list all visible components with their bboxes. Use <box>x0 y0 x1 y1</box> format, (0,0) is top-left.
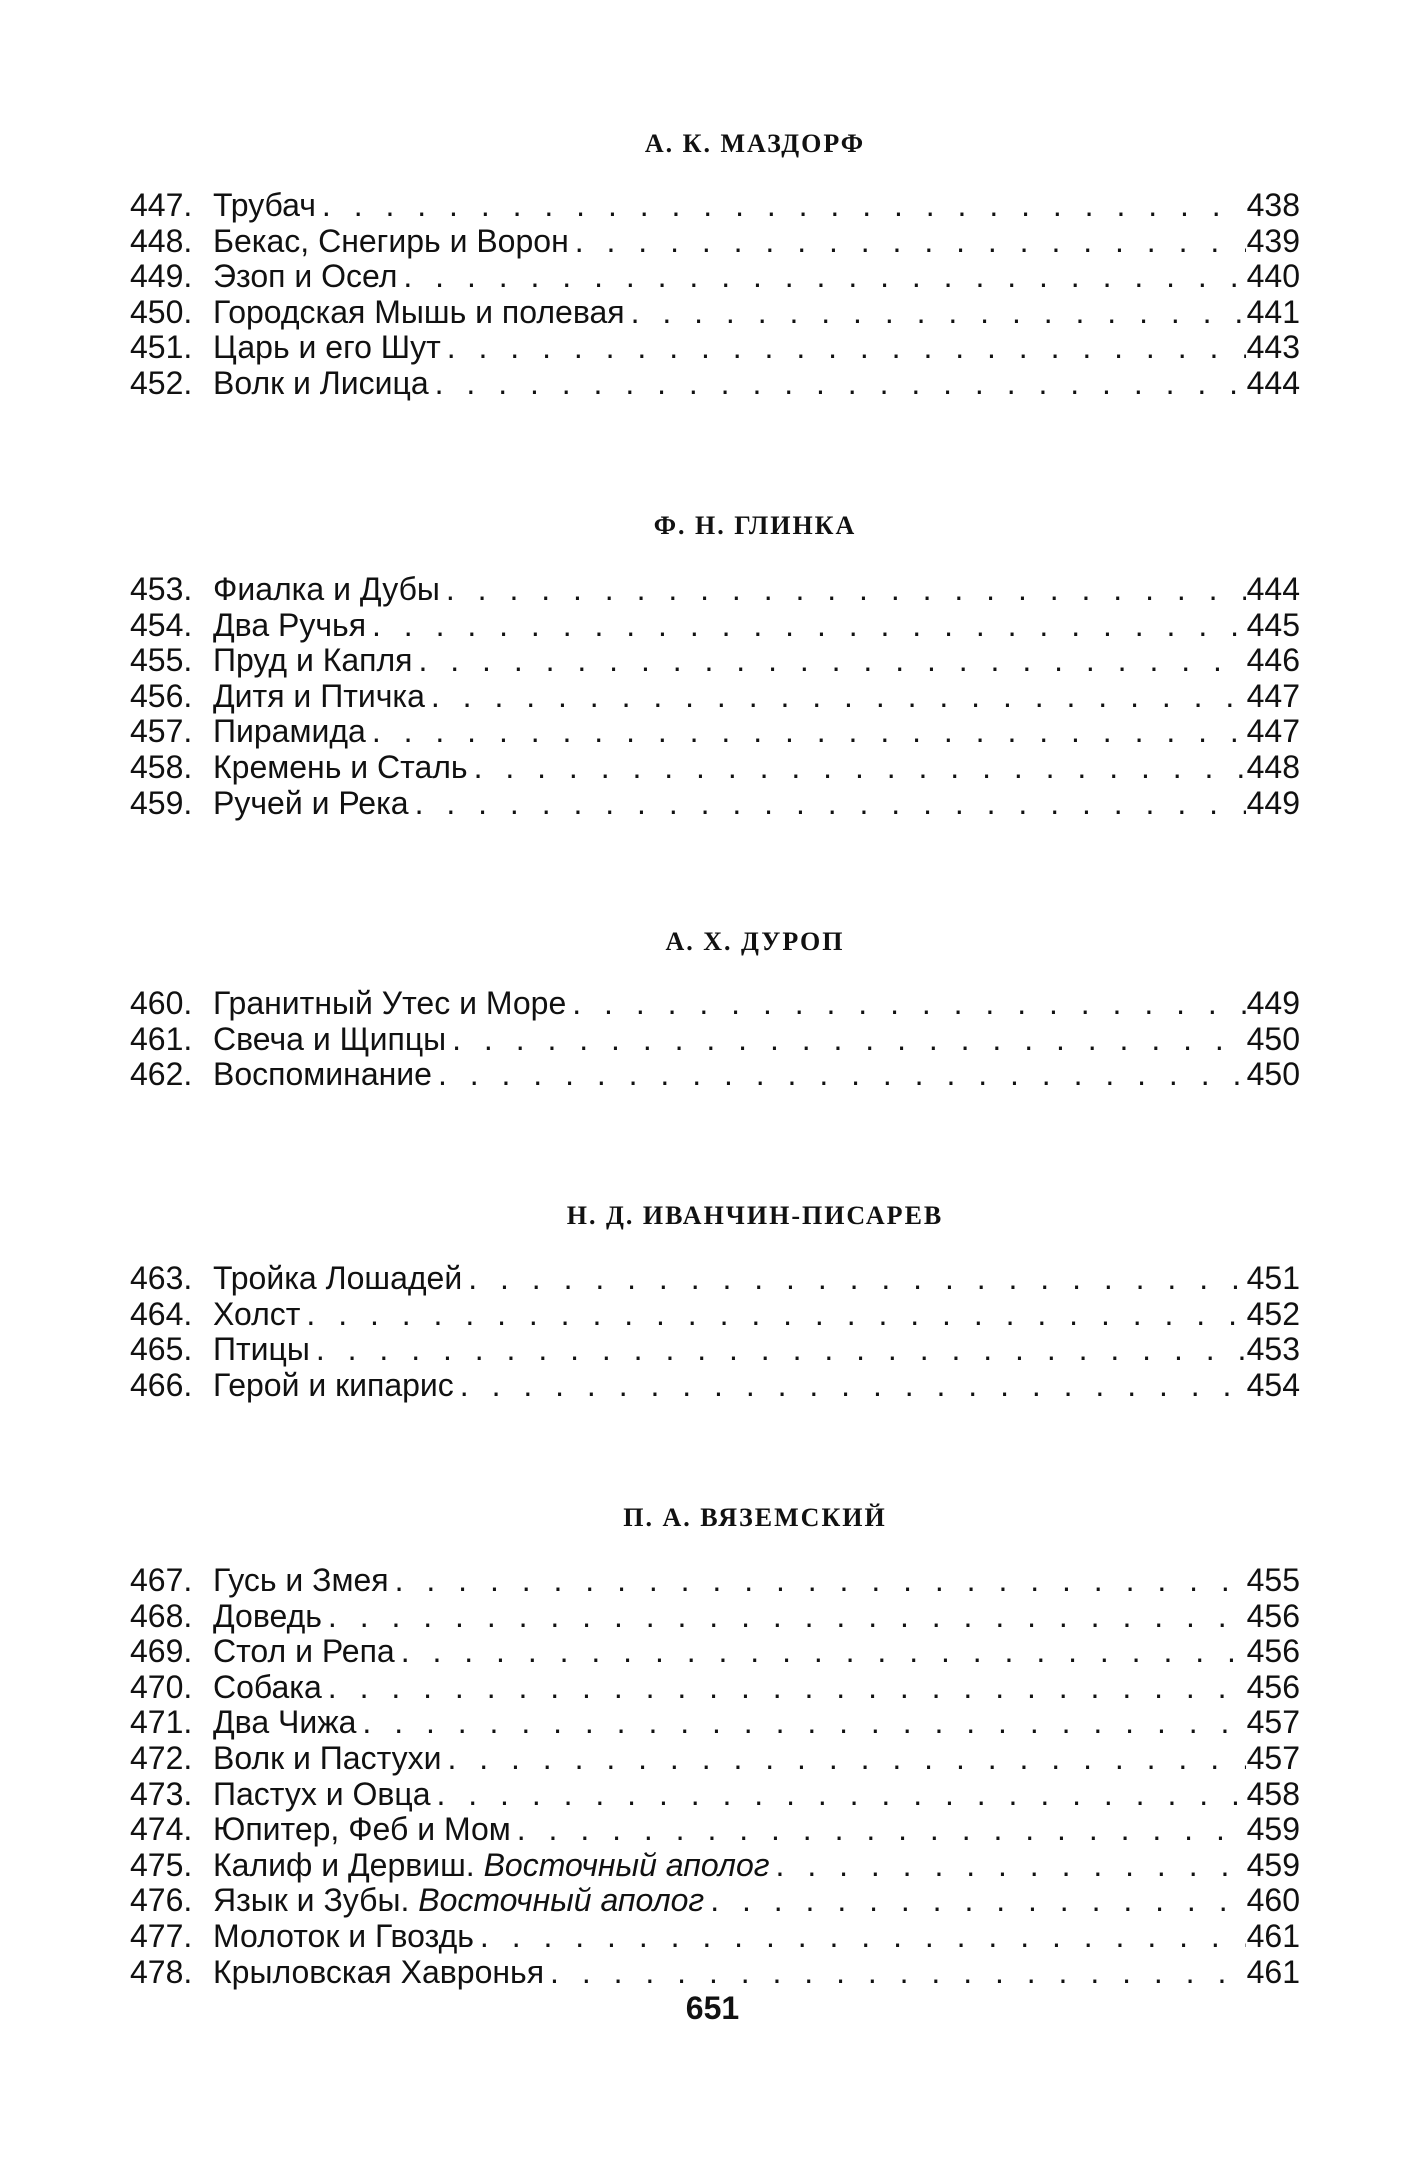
toc-entry <box>130 1022 1300 1058</box>
entry-title: Доведь <box>213 1597 322 1634</box>
toc-entry <box>130 1297 1300 1333</box>
toc-entry <box>130 986 1300 1022</box>
dot-leader <box>776 1848 1246 1884</box>
entry-number: 469. <box>130 1633 193 1670</box>
entry-page-number: 439 <box>1246 222 1300 259</box>
toc-entry <box>130 1261 1300 1297</box>
toc-entry <box>130 679 1300 715</box>
dot-leader <box>328 1599 1246 1635</box>
section-author-heading: А. Х. ДУРОП <box>665 927 845 956</box>
toc-entry <box>130 1777 1300 1813</box>
entry-page-number: 452 <box>1246 1295 1300 1332</box>
entry-title: Свеча и Щипцы <box>213 1020 447 1057</box>
entry-number: 452. <box>130 364 193 401</box>
toc-section <box>130 1500 1300 1536</box>
dot-leader <box>328 1670 1246 1706</box>
entry-number: 457. <box>130 713 193 750</box>
dot-leader <box>316 1332 1246 1368</box>
section-author-heading: А. К. МАЗДОРФ <box>644 129 866 158</box>
entry-title: Пруд и Капля <box>213 642 413 679</box>
toc-entry <box>130 1741 1300 1777</box>
entry-page-number: 445 <box>1246 606 1300 643</box>
entry-title: Эзоп и Осел <box>213 258 398 295</box>
entry-number: 471. <box>130 1704 193 1741</box>
toc-entry <box>130 1670 1300 1706</box>
entry-number: 460. <box>130 985 193 1021</box>
entry-number: 449. <box>130 258 193 295</box>
toc-entry <box>130 1883 1300 1919</box>
dot-leader <box>460 1368 1246 1404</box>
entry-title: Калиф и Дервиш. Восточный аполог <box>213 1846 770 1883</box>
entry-number: 461. <box>130 1020 193 1057</box>
entry-title: Волк и Лисица <box>213 364 429 401</box>
entry-page-number: 456 <box>1246 1597 1300 1634</box>
entry-page-number: 448 <box>1246 748 1300 785</box>
entry-number: 474. <box>130 1811 193 1848</box>
entry-page-number: 459 <box>1246 1846 1300 1883</box>
toc-section <box>130 1198 1300 1234</box>
dot-leader <box>480 1919 1246 1955</box>
entry-number: 468. <box>130 1597 193 1634</box>
dot-leader <box>372 608 1246 644</box>
toc-entry <box>130 366 1300 402</box>
entry-title: Ручей и Река <box>213 784 409 821</box>
entry-number: 475. <box>130 1846 193 1883</box>
dot-leader <box>438 1057 1246 1093</box>
entry-number: 466. <box>130 1366 193 1403</box>
entry-page-number: 461 <box>1246 1917 1300 1954</box>
dot-leader <box>468 1261 1246 1297</box>
entry-title: Фиалка и Дубы <box>213 571 440 607</box>
dot-leader <box>372 714 1246 750</box>
dot-leader <box>631 295 1246 331</box>
entry-page-number: 460 <box>1246 1882 1300 1919</box>
toc-entry <box>130 1705 1300 1741</box>
entry-number: 454. <box>130 606 193 643</box>
entry-title: Городская Мышь и полевая <box>213 293 625 330</box>
dot-leader <box>446 572 1246 608</box>
entry-title: Кремень и Сталь <box>213 748 468 785</box>
toc-entry <box>130 714 1300 750</box>
entry-page-number: 451 <box>1246 1260 1300 1296</box>
toc-section <box>130 508 1300 544</box>
toc-entry <box>130 786 1300 822</box>
entry-title: Дитя и Птичка <box>213 677 425 714</box>
entry-title: Холст <box>213 1295 301 1332</box>
entry-title: Язык и Зубы. Восточный аполог <box>213 1882 705 1919</box>
entry-page-number: 443 <box>1246 329 1300 366</box>
entry-title: Стол и Репа <box>213 1633 395 1670</box>
entry-title: Два Чижа <box>213 1704 357 1741</box>
toc-entry <box>130 1634 1300 1670</box>
entry-page-number: 461 <box>1246 1953 1300 1990</box>
dot-leader <box>403 259 1246 295</box>
dot-leader <box>452 1022 1246 1058</box>
entry-number: 447. <box>130 187 193 223</box>
entry-title: Пирамида <box>213 713 366 750</box>
entry-number: 448. <box>130 222 193 259</box>
toc-entry <box>130 1057 1300 1093</box>
entry-number: 477. <box>130 1917 193 1954</box>
entry-title: Два Ручья <box>213 606 367 643</box>
entry-title: Гусь и Змея <box>213 1562 389 1598</box>
dot-leader <box>322 188 1246 224</box>
toc-entry <box>130 643 1300 679</box>
entry-page-number: 444 <box>1246 364 1300 401</box>
entry-number: 455. <box>130 642 193 679</box>
entry-number: 473. <box>130 1775 193 1812</box>
dot-leader <box>575 224 1246 260</box>
entry-page-number: 449 <box>1246 985 1300 1021</box>
entry-title: Юпитер, Феб и Мом <box>213 1811 511 1848</box>
dot-leader <box>447 1741 1246 1777</box>
entry-number: 456. <box>130 677 193 714</box>
toc-entry <box>130 1368 1300 1404</box>
toc-entry <box>130 1599 1300 1635</box>
entry-title: Молоток и Гвоздь <box>213 1917 474 1954</box>
toc-entry <box>130 330 1300 366</box>
toc-entry <box>130 188 1300 224</box>
entry-page-number: 444 <box>1246 571 1300 607</box>
toc-entry <box>130 1563 1300 1599</box>
toc-section <box>130 126 1300 162</box>
entry-page-number: 457 <box>1246 1739 1300 1776</box>
dot-leader <box>415 786 1246 822</box>
entry-number: 463. <box>130 1260 193 1296</box>
entry-subtitle: Восточный аполог <box>483 1846 770 1883</box>
entry-title: Волк и Пастухи <box>213 1739 442 1776</box>
section-author-heading: Н. Д. ИВАНЧИН-ПИСАРЕВ <box>566 1201 944 1230</box>
toc-entry-list <box>130 572 1300 821</box>
entry-page-number: 440 <box>1246 258 1300 295</box>
toc-entry <box>130 572 1300 608</box>
toc-entry <box>130 1812 1300 1848</box>
entry-title: Пастух и Овца <box>213 1775 431 1812</box>
dot-leader <box>418 643 1246 679</box>
entry-title: Бекас, Снегирь и Ворон <box>213 222 569 259</box>
dot-leader <box>436 1777 1246 1813</box>
dot-leader <box>401 1634 1246 1670</box>
dot-leader <box>550 1955 1246 1991</box>
toc-entry <box>130 1848 1300 1884</box>
toc-entry-list <box>130 1563 1300 1990</box>
page-number: 651 <box>685 1990 740 2026</box>
entry-page-number: 449 <box>1246 784 1300 821</box>
entry-subtitle: Восточный аполог <box>418 1882 705 1919</box>
entry-title: Воспоминание <box>213 1056 432 1093</box>
toc-entry-list <box>130 986 1300 1093</box>
entry-number: 451. <box>130 329 193 366</box>
toc-entry <box>130 1955 1300 1991</box>
entry-title: Крыловская Хавронья <box>213 1953 545 1990</box>
entry-title: Птицы <box>213 1331 310 1368</box>
dot-leader <box>435 366 1246 402</box>
dot-leader <box>474 750 1246 786</box>
toc-entry <box>130 1332 1300 1368</box>
entry-title: Герой и кипарис <box>213 1366 454 1403</box>
entry-title: Гранитный Утес и Море <box>213 985 567 1021</box>
entry-page-number: 455 <box>1246 1562 1300 1598</box>
entry-page-number: 446 <box>1246 642 1300 679</box>
dot-leader <box>517 1812 1246 1848</box>
dot-leader <box>395 1563 1246 1599</box>
dot-leader <box>572 986 1246 1022</box>
entry-number: 459. <box>130 784 193 821</box>
entry-number: 464. <box>130 1295 193 1332</box>
entry-page-number: 447 <box>1246 677 1300 714</box>
entry-page-number: 447 <box>1246 713 1300 750</box>
toc-entry <box>130 259 1300 295</box>
entry-page-number: 450 <box>1246 1020 1300 1057</box>
entry-number: 472. <box>130 1739 193 1776</box>
entry-page-number: 438 <box>1246 187 1300 223</box>
entry-title: Тройка Лошадей <box>213 1260 463 1296</box>
entry-number: 458. <box>130 748 193 785</box>
entry-number: 470. <box>130 1668 193 1705</box>
entry-number: 453. <box>130 571 193 607</box>
entry-number: 467. <box>130 1562 193 1598</box>
section-author-heading: П. А. ВЯЗЕМСКИЙ <box>623 1503 887 1532</box>
entry-page-number: 456 <box>1246 1668 1300 1705</box>
entry-page-number: 459 <box>1246 1811 1300 1848</box>
entry-title: Царь и его Шут <box>213 329 441 366</box>
entry-page-number: 458 <box>1246 1775 1300 1812</box>
toc-entry <box>130 750 1300 786</box>
toc-entry-list <box>130 188 1300 402</box>
entry-page-number: 441 <box>1246 293 1300 330</box>
entry-page-number: 456 <box>1246 1633 1300 1670</box>
toc-entry <box>130 295 1300 331</box>
dot-leader <box>447 330 1246 366</box>
dot-leader <box>431 679 1246 715</box>
entry-number: 462. <box>130 1056 193 1093</box>
toc-entry-list <box>130 1261 1300 1403</box>
entry-number: 465. <box>130 1331 193 1368</box>
dot-leader <box>362 1705 1246 1741</box>
entry-page-number: 454 <box>1246 1366 1300 1403</box>
entry-title: Трубач <box>213 187 316 223</box>
entry-page-number: 457 <box>1246 1704 1300 1741</box>
entry-number: 450. <box>130 293 193 330</box>
entry-page-number: 453 <box>1246 1331 1300 1368</box>
entry-number: 476. <box>130 1882 193 1919</box>
toc-entry <box>130 1919 1300 1955</box>
dot-leader <box>710 1883 1246 1919</box>
toc-section <box>130 924 1300 960</box>
section-author-heading: Ф. Н. ГЛИНКА <box>653 511 857 540</box>
toc-entry <box>130 224 1300 260</box>
entry-number: 478. <box>130 1953 193 1990</box>
toc-entry <box>130 608 1300 644</box>
dot-leader <box>306 1297 1246 1333</box>
entry-title: Собака <box>213 1668 322 1705</box>
entry-page-number: 450 <box>1246 1056 1300 1093</box>
